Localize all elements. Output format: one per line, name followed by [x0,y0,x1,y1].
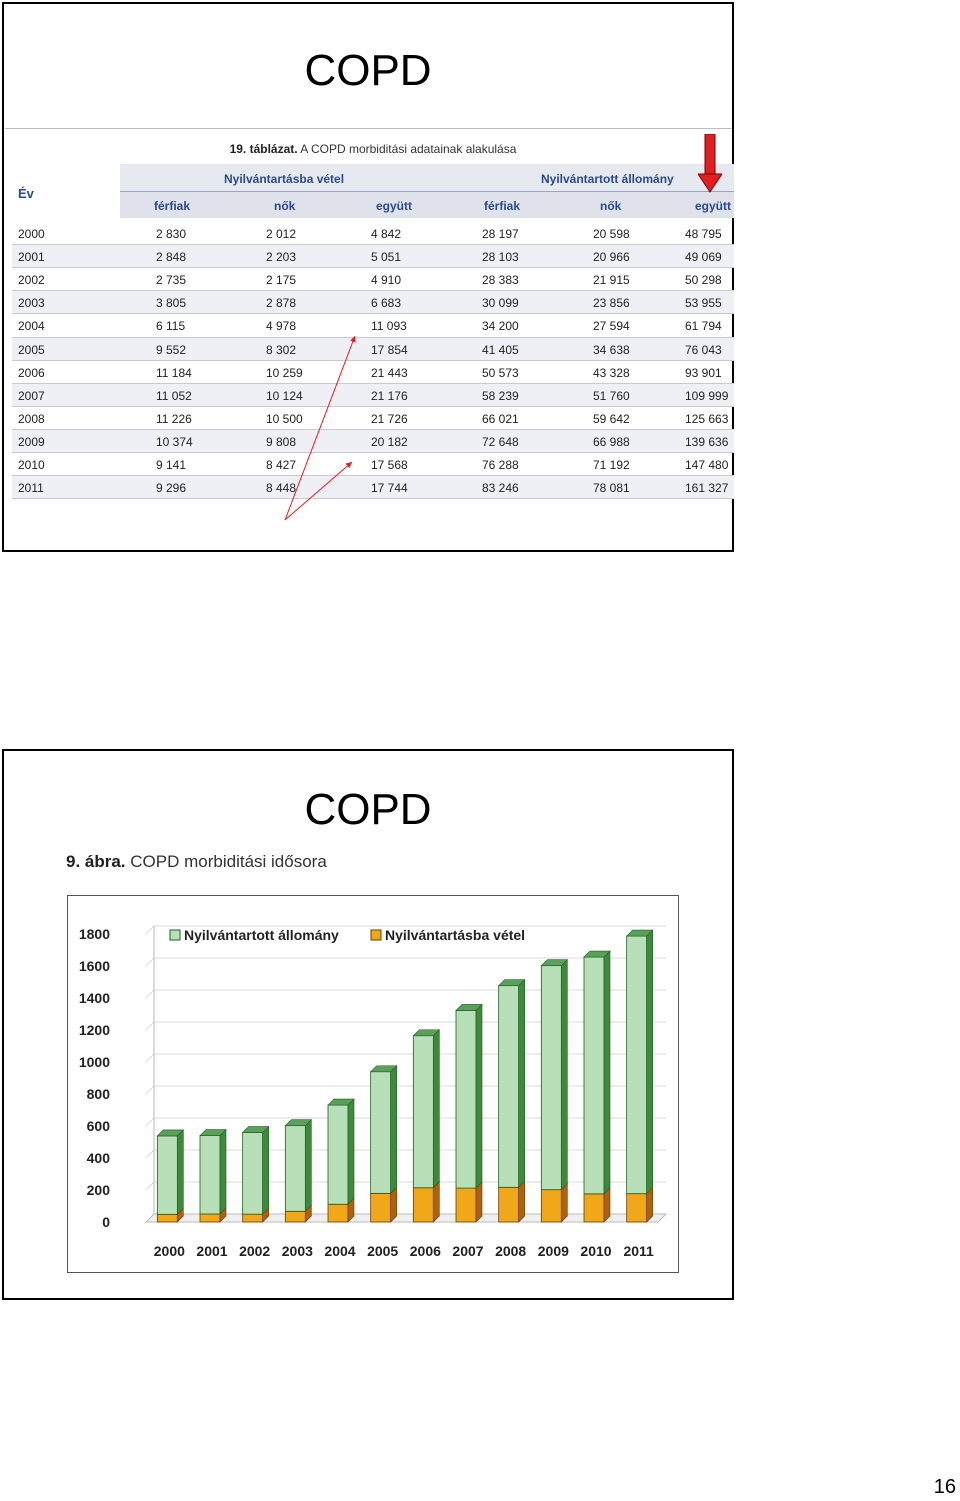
gridline-side [146,958,154,966]
subheader-total-1: együtt [376,199,412,213]
value-cell: 4 978 [266,319,297,334]
value-cell: 21 443 [371,365,408,380]
bar-registered-side [476,1004,482,1188]
year-cell: 2006 [18,365,45,380]
value-cell: 6 683 [371,296,402,311]
bar-registered-side [177,1130,183,1214]
year-cell: 2011 [18,481,44,496]
bar-intake [541,1190,561,1222]
bar-registered-side [348,1099,354,1204]
row-separator [12,498,734,499]
bar-registered-side [561,960,567,1190]
bar-intake [499,1187,519,1222]
bar-registered [285,1126,305,1212]
value-cell: 8 448 [266,481,297,496]
y-tick-label: 1400 [78,990,110,1006]
value-cell: 17 744 [371,481,408,496]
value-cell: 28 383 [482,273,519,288]
page-number: 16 [933,1476,956,1498]
gridline-side [146,1150,154,1158]
legend-swatch-registered [170,930,180,940]
gridline-side [146,926,154,934]
bar-registered [371,1072,391,1194]
value-cell: 71 192 [593,458,630,472]
y-tick-label: 800 [86,1086,110,1102]
value-cell: 20 966 [593,250,630,265]
year-cell: 2008 [18,411,45,426]
bar-registered [328,1105,348,1204]
y-tick-label: 600 [86,1118,110,1134]
value-cell: 10 500 [266,411,303,426]
value-cell: 72 648 [482,434,519,449]
gridline-side [146,990,154,998]
value-cell: 9 808 [266,434,297,449]
subheader-total-2: együtt [695,199,731,213]
value-cell: 2 203 [266,250,297,265]
value-cell: 139 636 [685,434,729,449]
value-cell: 21 915 [593,273,630,288]
value-cell: 2 830 [156,227,187,241]
value-cell: 27 594 [593,319,630,334]
value-cell: 30 099 [482,296,519,311]
x-tick-label: 2010 [580,1243,612,1259]
bar-intake [285,1211,305,1222]
value-cell: 9 552 [156,342,187,357]
subheader-women-1: nők [274,199,296,213]
year-cell: 2004 [18,319,45,334]
bar-intake [371,1193,391,1222]
chart-caption-number: 9. ábra. [66,852,126,871]
value-cell: 11 052 [156,388,192,403]
value-cell: 83 246 [482,481,519,496]
bar-registered [200,1136,220,1214]
slide-title: COPD [304,785,432,834]
group-header-intake: Nyilvántartásba vétel [224,172,345,186]
x-tick-label: 2005 [367,1243,399,1259]
subheader-women-2: nők [600,199,622,213]
year-cell: 2005 [18,342,45,357]
value-cell: 53 955 [685,296,722,311]
annotation-arrows [12,130,734,496]
value-cell: 109 999 [685,388,729,403]
value-cell: 9 296 [156,481,187,496]
value-cell: 66 988 [593,434,630,449]
gridline-side [146,1054,154,1062]
value-cell: 4 910 [371,273,402,288]
slide-1 [2,2,734,552]
bar-registered-side [433,1030,439,1188]
bar-intake [243,1214,263,1222]
value-cell: 28 197 [482,227,519,241]
bar-registered-side [519,980,525,1188]
x-tick-label: 2003 [281,1243,313,1259]
value-cell: 21 176 [371,388,408,403]
bar-registered [157,1136,177,1214]
y-tick-label: 200 [86,1182,110,1198]
morbidity-table [12,130,734,496]
table-caption-number: 19. táblázat. [229,142,298,156]
value-cell: 34 200 [482,319,519,334]
legend-swatch-intake [371,930,381,940]
x-tick-label: 2004 [324,1243,356,1259]
bar-registered-side [391,1066,397,1194]
value-cell: 34 638 [593,342,630,357]
bar-intake [627,1194,647,1222]
value-cell: 11 093 [371,319,407,334]
value-cell: 147 480 [685,458,729,472]
bar-registered [627,936,647,1194]
bar-registered [243,1133,263,1215]
bar-registered-side [220,1130,226,1214]
value-cell: 4 842 [371,227,402,241]
value-cell: 8 302 [266,342,297,357]
bar-registered-side [305,1120,311,1212]
value-cell: 3 805 [156,296,187,311]
y-tick-label: 400 [86,1150,110,1166]
value-cell: 78 081 [593,481,630,496]
value-cell: 20 182 [371,434,408,449]
chart-frame [67,895,679,1273]
bar-registered-side [647,930,653,1194]
x-tick-label: 2011 [623,1243,654,1259]
bar-intake [456,1188,476,1222]
chart-caption-text: COPD morbiditási idősora [125,852,327,871]
value-cell: 11 184 [156,365,192,380]
bar-intake [413,1188,433,1222]
x-tick-label: 2008 [495,1243,527,1259]
value-cell: 10 259 [266,365,303,380]
value-cell: 48 795 [685,227,722,241]
value-cell: 21 726 [371,411,408,426]
value-cell: 41 405 [482,342,519,357]
gridline-side [146,1118,154,1126]
value-cell: 2 735 [156,273,187,288]
value-cell: 2 848 [156,250,187,265]
value-cell: 17 568 [371,458,408,472]
chart-caption [66,852,327,872]
bar-registered [456,1010,476,1188]
value-cell: 6 115 [156,319,186,334]
bar-registered-side [604,951,610,1194]
highlight-arrow-icon [698,134,722,194]
value-cell: 9 141 [156,458,187,472]
value-cell: 50 298 [685,273,722,288]
bar-intake-side [561,1184,567,1222]
bar-registered [584,957,604,1194]
value-cell: 76 288 [482,458,519,472]
x-tick-label: 2000 [153,1243,185,1259]
x-tick-label: 2001 [196,1243,228,1259]
bar-intake [584,1194,604,1222]
bar-registered [499,986,519,1188]
x-tick-label: 2009 [537,1243,569,1259]
value-cell: 17 854 [371,342,408,357]
year-cell: 2002 [18,273,45,288]
table-top-border [5,128,732,129]
y-tick-label: 1800 [78,926,110,942]
bar-registered [413,1036,433,1188]
slide-title: COPD [304,46,432,95]
value-cell: 76 043 [685,342,722,357]
value-cell: 2 012 [266,227,297,241]
value-cell: 43 328 [593,365,630,380]
value-cell: 50 573 [482,365,519,380]
value-cell: 51 760 [593,388,630,403]
gridline-side [146,1022,154,1030]
bar-intake-side [433,1182,439,1222]
morbidity-chart [68,896,678,1272]
value-cell: 5 051 [371,250,402,265]
subheader-men-1: férfiak [154,199,191,213]
value-cell: 2 175 [266,273,297,288]
value-cell: 61 794 [685,319,722,334]
year-cell: 2010 [18,458,45,472]
legend-label-registered: Nyilvántartott állomány [184,927,339,943]
bar-intake [157,1214,177,1222]
bar-registered [541,966,561,1190]
table-caption-text: A COPD morbiditási adatainak alakulása [297,142,517,156]
gridline-side [146,1182,154,1190]
pointer-arrow-2010 [285,462,352,520]
year-cell: 2000 [18,227,45,241]
value-cell: 161 327 [685,481,729,496]
value-cell: 28 103 [482,250,519,265]
y-tick-label: 1200 [78,1022,110,1038]
value-cell: 66 021 [482,411,519,426]
bar-intake [328,1204,348,1222]
y-tick-label: 1600 [78,958,110,974]
pointer-arrow-2005 [285,336,355,520]
value-cell: 23 856 [593,296,630,311]
x-tick-label: 2007 [452,1243,484,1259]
y-tick-label: 0 [102,1214,110,1230]
bar-registered-side [263,1127,269,1215]
year-cell: 2007 [18,388,45,403]
value-cell: 93 901 [685,365,722,380]
x-tick-label: 2002 [239,1243,271,1259]
value-cell: 10 374 [156,434,193,449]
year-cell: 2001 [18,250,45,265]
year-header: Év [18,186,34,201]
legend-label-intake: Nyilvántartásba vétel [385,927,526,943]
bar-intake [200,1214,220,1222]
y-tick-label: 1000 [78,1054,110,1070]
value-cell: 8 427 [266,458,297,472]
value-cell: 11 226 [156,411,192,426]
year-cell: 2009 [18,434,45,449]
value-cell: 59 642 [593,411,630,426]
x-tick-label: 2006 [409,1243,441,1259]
value-cell: 58 239 [482,388,519,403]
value-cell: 2 878 [266,296,297,311]
bar-intake-side [476,1182,482,1222]
bar-intake-side [519,1181,525,1222]
group-header-registered: Nyilvántartott állomány [541,172,674,186]
gridline-side [146,1086,154,1094]
value-cell: 125 663 [685,411,729,426]
year-cell: 2003 [18,296,45,311]
value-cell: 49 069 [685,250,722,265]
value-cell: 20 598 [593,227,630,241]
subheader-men-2: férfiak [484,199,521,213]
value-cell: 10 124 [266,388,303,403]
